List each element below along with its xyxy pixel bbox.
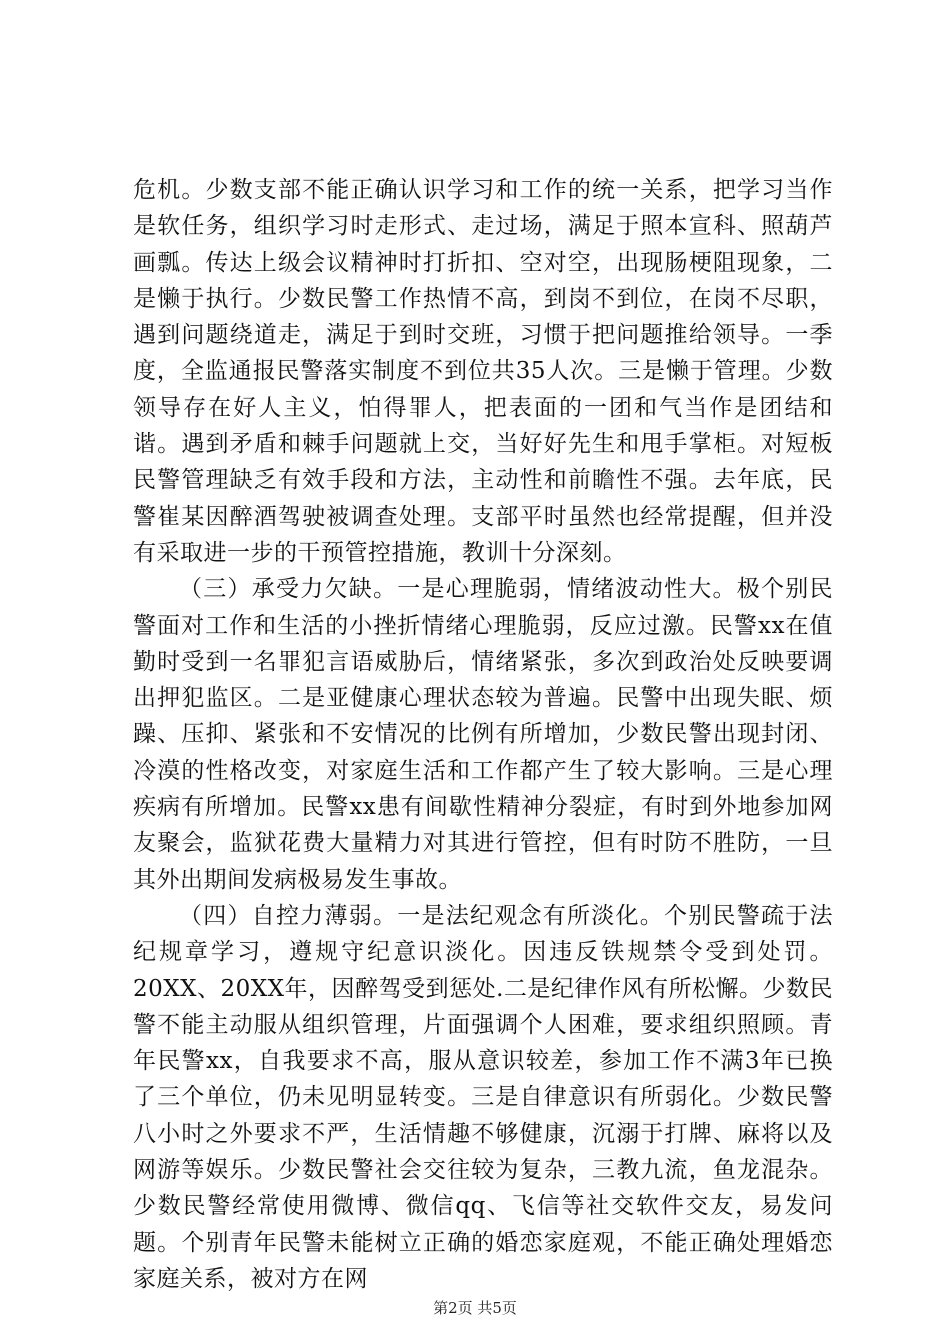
paragraph-section-three: （三）承受力欠缺。一是心理脆弱，情绪波动性大。极个别民警面对工作和生活的小挫折情绪心理脆弱，反应过激。民警xx在值勤时受到一名罪犯言语威胁后，情绪紧张，多次到政治处反映要调出押犯监区。二是亚健康心理状态较为普遍。民警中出现失眠、烦躁、压抑、紧张和不安情况的比例有所增加，少数民警出现封闭、冷漠的性格改变，对家庭生活和工作都产生了较大影响。三是心理疾病有所增加。民警xx患有间歇性精神分裂症，有时到外地参加网友聚会，监狱花费大量精力对其进行管控，但有时防不胜防，一旦其外出期间发病极易发生事故。 (133, 576, 833, 893)
page-number: 第2页 共5页 (433, 1299, 517, 1317)
document-body (133, 172, 833, 1297)
page-footer (0, 1298, 950, 1318)
paragraph-continuation: 危机。少数支部不能正确认识学习和工作的统一关系，把学习当作是软任务，组织学习时走形式、走过场，满足于照本宣科、照葫芦画瓢。传达上级会议精神时打折扣、空对空，出现肠梗阻现象，二是懒于执行。少数民警工作热情不高，到岗不到位，在岗不尽职，遇到问题绕道走，满足于到时交班，习惯于把问题推给领导。一季度，全监通报民警落实制度不到位共35人次。三是懒于管理。少数领导存在好人主义，怕得罪人，把表面的一团和气当作是团结和谐。遇到矛盾和棘手问题就上交，当好好先生和甩手掌柜。对短板民警管理缺乏有效手段和方法，主动性和前瞻性不强。去年底，民警崔某因醉酒驾驶被调查处理。支部平时虽然也经常提醒，但并没有采取进一步的干预管控措施，教训十分深刻。 (133, 177, 833, 566)
paragraph-section-four: （四）自控力薄弱。一是法纪观念有所淡化。个别民警疏于法纪规章学习，遵规守纪意识淡化。因违反铁规禁令受到处罚。20XX、20XX年，因醉驾受到惩处.二是纪律作风有所松懈。少数民警不能主动服从组织管理，片面强调个人困难，要求组织照顾。青年民警xx，自我要求不高，服从意识较差，参加工作不满3年已换了三个单位，仍未见明显转变。三是自律意识有所弱化。少数民警八小时之外要求不严，生活情趣不够健康，沉溺于打牌、麻将以及网游等娱乐。少数民警社会交往较为复杂，三教九流，鱼龙混杂。少数民警经常使用微博、微信qq、飞信等社交软件交友，易发问题。个别青年民警未能树立正确的婚恋家庭观，不能正确处理婚恋家庭关系，被对方在网 (133, 902, 833, 1292)
